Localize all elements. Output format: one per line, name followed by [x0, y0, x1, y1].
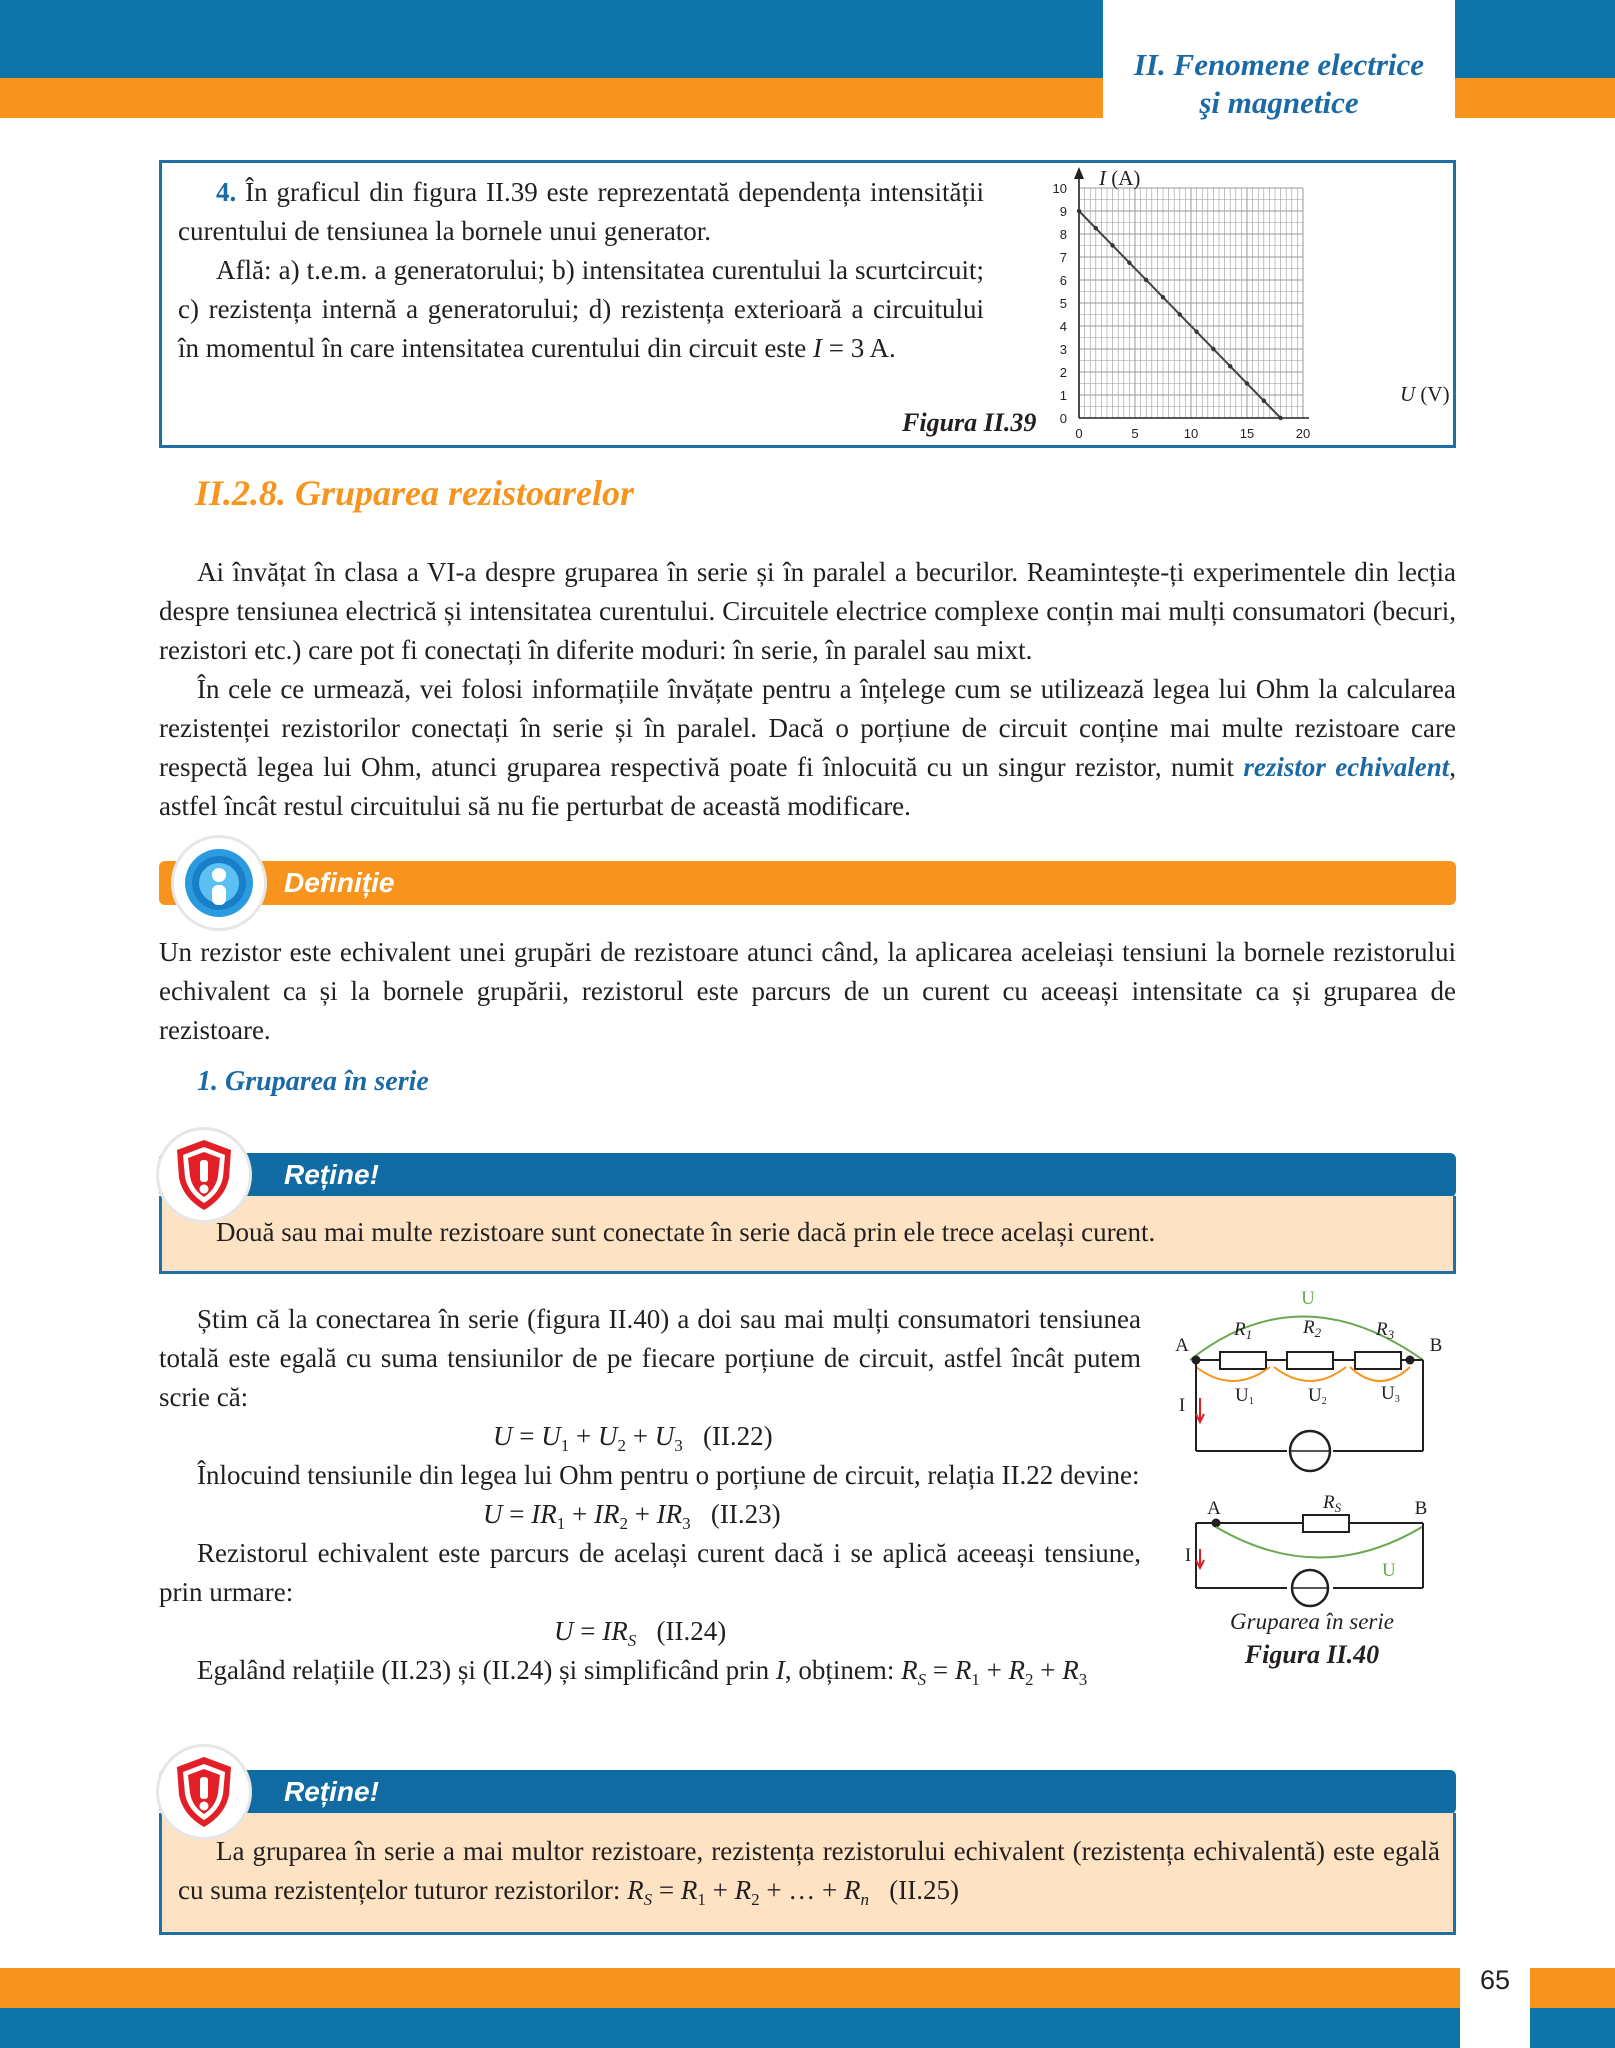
- x-tick-label: 15: [1239, 426, 1255, 441]
- svg-text:I: I: [1178, 1395, 1186, 1416]
- y-axis-arrow: [1074, 167, 1084, 179]
- svg-text:R3: $R_3$: [1376, 1319, 1395, 1342]
- note-label-1: Reține!: [284, 1159, 379, 1190]
- note-banner-2: [159, 1770, 1456, 1814]
- series-point: [1144, 278, 1148, 282]
- series-point: [1278, 416, 1282, 420]
- shield-warning-icon: [159, 1747, 249, 1837]
- exercise-box: [159, 160, 1456, 448]
- header-band-blue-right: [1455, 0, 1615, 78]
- svg-text:A: A: [1207, 1498, 1221, 1519]
- figure-caption-40: Figura II.40: [1244, 1640, 1380, 1669]
- y-tick-label: 1: [1059, 388, 1067, 403]
- series-point: [1211, 347, 1215, 351]
- warning-badge-1: [159, 1130, 249, 1220]
- definition-text: Un rezistor este echivalent unei grupări de rezistoare atunci când, la aplicarea aceleiași tensiuni la bornele rezistorului echivalent ca și la bornele grupării, rezistorul este parcurs de un curent cu aceeași intensitate ca și gruparea de rezistoare.: [159, 937, 1456, 1045]
- figure-caption: Figura II.39: [902, 408, 1037, 437]
- x-tick-label: 0: [1075, 426, 1083, 441]
- y-tick-label: 6: [1059, 273, 1067, 288]
- circuit-equivalent-resistor: [1185, 1492, 1428, 1606]
- series-text: [159, 1300, 1141, 1690]
- keyword-rezistor-echivalent: rezistor echivalent: [1243, 752, 1450, 782]
- series-point: [1245, 381, 1249, 385]
- y-tick-label: 3: [1059, 342, 1067, 357]
- svg-text:U: U: [1382, 1560, 1396, 1581]
- header-band-orange: [0, 78, 1103, 118]
- y-tick-label: 10: [1052, 181, 1067, 196]
- x-tick-label: 10: [1183, 426, 1199, 441]
- series-point: [1094, 226, 1098, 230]
- y-axis-label: I (A): [1099, 166, 1141, 190]
- figure-subcaption: Gruparea în serie: [1230, 1609, 1394, 1634]
- chart-grid: [1079, 188, 1303, 418]
- intro-text: [159, 553, 1456, 826]
- note-box-2: [159, 1813, 1456, 1935]
- note-label-2: Reține!: [284, 1776, 379, 1807]
- svg-text:U1: U1: [1235, 1385, 1254, 1407]
- warning-badge-2: [159, 1747, 249, 1837]
- y-tick-label: 7: [1059, 250, 1067, 265]
- x-tick-label: 20: [1295, 426, 1311, 441]
- note-box-1: [159, 1196, 1456, 1274]
- page-number: 65: [1479, 1965, 1511, 1995]
- chart-ticks: [1053, 181, 1311, 441]
- info-badge: [174, 838, 264, 928]
- y-tick-label: 9: [1059, 204, 1067, 219]
- svg-text:R1: $R_1$: [1234, 1319, 1253, 1342]
- section-title: II.2.8. Gruparea rezistoarelor: [195, 473, 635, 513]
- info-icon: [174, 838, 264, 928]
- current-voltage-chart: [1052, 165, 1457, 445]
- circuit-series-resistors: [1175, 1288, 1442, 1471]
- chapter-title: II. Fenomene electrice şi magnetice: [1133, 47, 1425, 120]
- svg-text:B: B: [1414, 1498, 1428, 1519]
- svg-text:A: A: [1175, 1335, 1189, 1356]
- x-axis-label: U (V): [1400, 382, 1450, 406]
- svg-text:U: U: [1301, 1288, 1315, 1309]
- exercise-number: 4.: [216, 177, 237, 207]
- series-paragraph-2: Înlocuind tensiunile din legea lui Ohm pentru o porțiune de circuit, relația II.22 devine:: [197, 1460, 1140, 1490]
- note-banner-1: [159, 1153, 1456, 1197]
- svg-text:U2: U2: [1308, 1385, 1327, 1407]
- y-tick-label: 5: [1059, 296, 1067, 311]
- series-circuit-figure: [1170, 1283, 1450, 1608]
- svg-text:RS: $R_S$: [1323, 1492, 1342, 1515]
- equation-II-23: $U = IR_1 + IR_2 + IR_3$ (II.23): [483, 1499, 781, 1533]
- footer-band-blue: [0, 2008, 1460, 2048]
- intro-paragraph-1: Ai învățat în clasa a VI-a despre gruparea în serie și în paralel a becurilor. Reamintește-ți experimentele din lecția despre tensiunea electrică și intensitatea curentului. Circuitele electrice complexe conțin mai mulți consumatori (becuri, rezistori etc.) care pot fi conectați în diferite moduri: în serie, în paralel sau mixt.: [159, 557, 1456, 665]
- y-tick-label: 0: [1059, 411, 1067, 426]
- definition-banner: [159, 861, 1456, 905]
- equation-II-22: $U = U_1 + U_2 + U_3$ (II.22): [493, 1421, 773, 1455]
- series-point: [1127, 261, 1131, 265]
- series-point: [1262, 399, 1266, 403]
- note-text-1: Două sau mai multe rezistoare sunt conectate în serie dacă prin ele trece același curent.: [216, 1217, 1156, 1247]
- exercise-text: 4. În graficul din figura II.39 este reprezentată dependența intensității curentului de tensiunea la bornele unui generator. Află: a) t.e.m. a generatorului; b) intensitatea curentului la scurtcircuit; c) rezistența internă a generatorului; d) rezistența exterioară a circuitului în momentul în care intensitatea curentului din circuit este I = 3 A.: [178, 177, 984, 363]
- header-band-orange-right: [1455, 78, 1615, 118]
- svg-text:U3: U3: [1381, 1383, 1400, 1405]
- footer-band-orange: [0, 1968, 1460, 2008]
- y-tick-label: 2: [1059, 365, 1067, 380]
- y-tick-label: 4: [1059, 319, 1067, 334]
- series-point: [1178, 312, 1182, 316]
- footer-band-blue-right: [1530, 2008, 1615, 2048]
- equation-II-24: $U = IR_S$ (II.24): [554, 1616, 727, 1650]
- series-paragraph-4: Egalând relațiile (II.23) și (II.24) și simplificând prin I, obținem: $R_S = R_1 + R_2 + R_3$: [197, 1655, 1088, 1689]
- series-point: [1110, 243, 1114, 247]
- shield-warning-icon: [159, 1130, 249, 1220]
- svg-text:B: B: [1429, 1335, 1443, 1356]
- note-text-2: La gruparea în serie a mai multor rezistoare, rezistența rezistorului echivalent (rezistența echivalentă) este egală cu suma rezistențelor tuturor rezistorilor: $R_S = R_1 + R_2$ + … + $R_n$ (II.25): [178, 1836, 1440, 1909]
- series-point: [1194, 330, 1198, 334]
- series-point: [1161, 295, 1165, 299]
- subsection-title: 1. Gruparea în serie: [197, 1066, 429, 1097]
- header-band-blue: [0, 0, 1103, 78]
- intro-paragraph-2: În cele ce urmează, vei folosi informațiile învățate pentru a înțelege cum se utilizează legea lui Ohm la calcularea rezistenței rezistorilor conectați în serie și în paralel. Dacă o porțiune de circuit conține mai multe rezistoare care respectă legea lui Ohm, atunci gruparea respectivă poate fi înlocuită cu un singur rezistor, numit rezistor echivalent, astfel încât restul circuitului să nu fie perturbat de această modificare.: [159, 674, 1456, 821]
- definition-label: Definiție: [284, 867, 395, 898]
- series-paragraph-1: Știm că la conectarea în serie (figura II.40) a doi sau mai mulți consumatori tensiunea totală este egală cu suma tensiunilor de pe fiecare porțiune de circuit, astfel încât putem scrie că:: [159, 1304, 1141, 1412]
- series-point: [1228, 364, 1232, 368]
- series-point: [1077, 209, 1081, 213]
- svg-text:R2: $R_2$: [1303, 1317, 1322, 1340]
- y-tick-label: 8: [1059, 227, 1067, 242]
- svg-text:I: I: [1184, 1545, 1192, 1566]
- footer-band-orange-right: [1530, 1968, 1615, 2008]
- series-paragraph-3: Rezistorul echivalent este parcurs de același curent dacă i se aplică aceeași tensiune, prin urmare:: [159, 1538, 1141, 1607]
- x-tick-label: 5: [1131, 426, 1139, 441]
